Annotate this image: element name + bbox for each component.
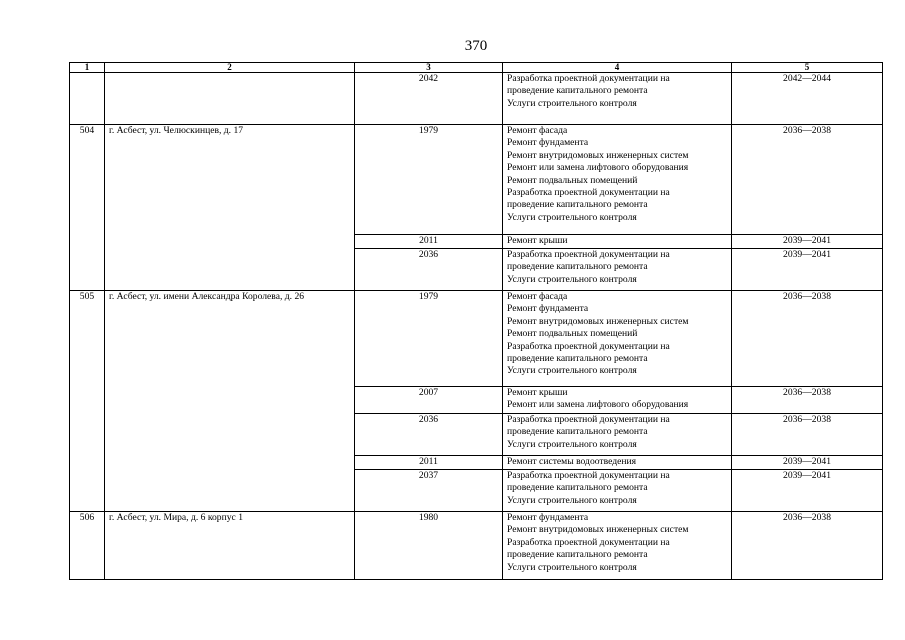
work-item: Ремонт подвальных помещений — [507, 328, 638, 340]
work-item: Ремонт внутридомовых инженерных систем — [507, 149, 689, 161]
table-header — [70, 63, 883, 73]
period-cell: 2036—2038 — [732, 512, 883, 580]
works-cell — [503, 470, 732, 512]
year-cell: 2036 — [355, 414, 503, 456]
work-item: Ремонт фундамента — [507, 137, 589, 149]
header-col-5: 5 — [732, 63, 883, 73]
work-item: проведение капитального ремонта — [507, 549, 648, 561]
year-cell: 2036 — [355, 249, 503, 291]
work-item: проведение капитального ремонта — [507, 199, 648, 211]
work-item: Ремонт фасада — [507, 291, 568, 302]
row-number — [70, 73, 105, 125]
work-item: Ремонт крыши — [507, 235, 568, 246]
work-item: Разработка проектной документации на — [507, 187, 670, 199]
year-cell: 1979 — [355, 125, 503, 235]
table-row — [70, 125, 883, 235]
year-cell: 2037 — [355, 470, 503, 512]
year-cell: 2011 — [355, 456, 503, 470]
work-item: проведение капитального ремонта — [507, 353, 648, 365]
year-cell: 2011 — [355, 235, 503, 249]
capital-repair-table — [69, 62, 883, 580]
address-cell — [105, 73, 355, 125]
works-cell — [503, 73, 732, 125]
period-cell: 2036—2038 — [732, 414, 883, 456]
work-item: Ремонт или замена лифтового оборудования — [507, 162, 689, 174]
address-cell: г. Асбест, ул. Мира, д. 6 корпус 1 — [105, 512, 355, 580]
period-cell: 2039—2041 — [732, 249, 883, 291]
work-item: Ремонт фундамента — [507, 512, 589, 523]
work-item: Услуги строительного контроля — [507, 561, 637, 573]
header-col-2: 2 — [105, 63, 355, 73]
work-item: Услуги строительного контроля — [507, 438, 637, 450]
table-row — [70, 291, 883, 387]
work-item: Ремонт внутридомовых инженерных систем — [507, 315, 689, 327]
header-col-4: 4 — [503, 63, 732, 73]
work-item: проведение капитального ремонта — [507, 426, 648, 438]
row-number: 505 — [70, 291, 105, 512]
work-item: Ремонт системы водоотведения — [507, 456, 637, 467]
work-item: Услуги строительного контроля — [507, 494, 637, 506]
work-item: Услуги строительного контроля — [507, 211, 637, 223]
work-item: Ремонт внутридомовых инженерных систем — [507, 524, 689, 536]
table-row — [70, 512, 883, 580]
works-cell — [503, 414, 732, 456]
period-cell: 2039—2041 — [732, 456, 883, 470]
table-body — [70, 73, 883, 580]
row-number: 504 — [70, 125, 105, 291]
works-cell — [503, 249, 732, 291]
work-item: Разработка проектной документации на — [507, 73, 670, 84]
work-item: Услуги строительного контроля — [507, 365, 637, 377]
table-row — [70, 73, 883, 125]
works-cell — [503, 235, 732, 249]
header-col-3: 3 — [355, 63, 503, 73]
work-item: Разработка проектной документации на — [507, 470, 670, 481]
works-cell — [503, 291, 732, 387]
address-cell: г. Асбест, ул. Челюскинцев, д. 17 — [105, 125, 355, 291]
work-item: Разработка проектной документации на — [507, 536, 670, 548]
work-item: Ремонт или замена лифтового оборудования — [507, 399, 689, 411]
year-cell: 1979 — [355, 291, 503, 387]
work-item: проведение капитального ремонта — [507, 482, 648, 494]
work-item: Услуги строительного контроля — [507, 273, 637, 285]
work-item: Услуги строительного контроля — [507, 97, 637, 109]
work-item: Разработка проектной документации на — [507, 414, 670, 425]
work-item: Разработка проектной документации на — [507, 249, 670, 260]
period-cell: 2036—2038 — [732, 291, 883, 387]
work-item: Ремонт крыши — [507, 387, 568, 398]
period-cell: 2036—2038 — [732, 125, 883, 235]
period-cell: 2039—2041 — [732, 470, 883, 512]
works-cell — [503, 456, 732, 470]
header-col-1: 1 — [70, 63, 105, 73]
work-item: Ремонт фундамента — [507, 303, 589, 315]
works-cell — [503, 387, 732, 414]
address-cell: г. Асбест, ул. имени Александра Королева, д. 26 — [105, 291, 355, 512]
page-number: 370 — [464, 38, 488, 54]
period-cell: 2036—2038 — [732, 387, 883, 414]
work-item: проведение капитального ремонта — [507, 85, 648, 97]
year-cell: 2007 — [355, 387, 503, 414]
header-row — [70, 63, 883, 73]
period-cell: 2039—2041 — [732, 235, 883, 249]
year-cell: 1980 — [355, 512, 503, 580]
work-item: проведение капитального ремонта — [507, 261, 648, 273]
row-number: 506 — [70, 512, 105, 580]
work-item: Разработка проектной документации на — [507, 340, 670, 352]
work-item: Ремонт фасада — [507, 125, 568, 136]
work-item: Ремонт подвальных помещений — [507, 174, 638, 186]
works-cell — [503, 125, 732, 235]
year-cell: 2042 — [355, 73, 503, 125]
works-cell — [503, 512, 732, 580]
period-cell: 2042—2044 — [732, 73, 883, 125]
